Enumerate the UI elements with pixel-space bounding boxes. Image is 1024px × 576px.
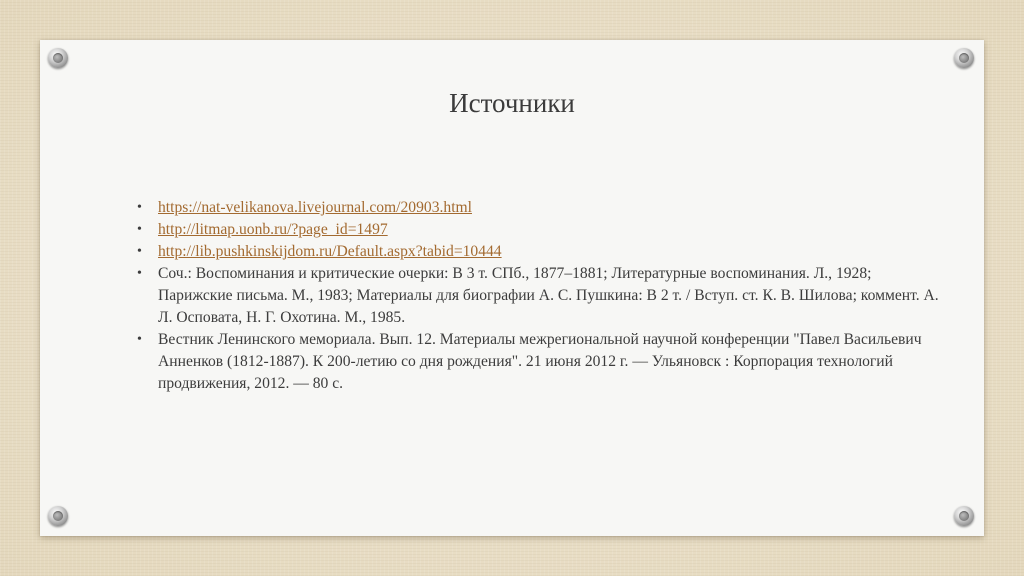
slide-title: Источники: [449, 88, 575, 118]
sources-list: [137, 197, 947, 395]
bullet-icon: •: [137, 244, 142, 259]
bullet-icon: •: [137, 222, 142, 237]
source-citation: Соч.: Воспоминания и критические очерки: В 3 т. СПб., 1877–1881; Литературные воспоминания. Л., 1928; Парижские письма. М., 1983; Материалы для биографии А. С. Пушкина: В 2 т. / Вступ. ст. К. В. Шилова; коммент. А. Л. Осповата, Н. Г. Охотина. М., 1985.: [158, 265, 939, 326]
pushpin-icon: [954, 506, 974, 526]
bullet-icon: •: [137, 200, 142, 215]
source-link[interactable]: http://lib.pushkinskijdom.ru/Default.aspx?tabid=10444: [158, 243, 502, 260]
pushpin-icon: [48, 506, 68, 526]
source-item: [137, 219, 947, 241]
source-item: [137, 263, 947, 329]
source-item: [137, 197, 947, 219]
bullet-icon: •: [137, 332, 142, 347]
pushpin-icon: [48, 48, 68, 68]
source-link[interactable]: http://litmap.uonb.ru/?page_id=1497: [158, 221, 388, 238]
source-link[interactable]: https://nat-velikanova.livejournal.com/20903.html: [158, 199, 472, 216]
pushpin-icon: [954, 48, 974, 68]
bullet-icon: •: [137, 266, 142, 281]
source-item: [137, 329, 947, 395]
source-item: [137, 241, 947, 263]
source-citation: Вестник Ленинского мемориала. Вып. 12. Материалы межрегиональной научной конференции "Павел Васильевич Анненков (1812-1887). К 200-летию со дня рождения". 21 июня 2012 г. — Ульяновск : Корпорация технологий продвижения, 2012. — 80 с.: [158, 331, 922, 392]
